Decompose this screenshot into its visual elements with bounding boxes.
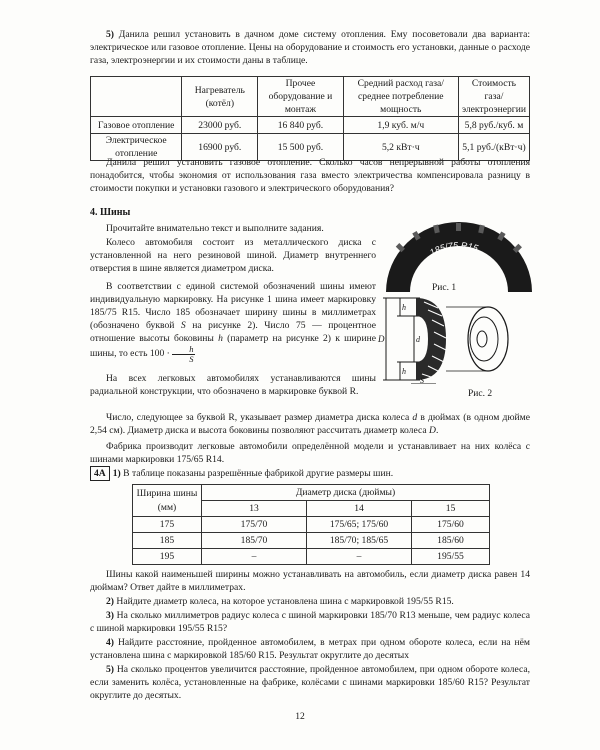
heating-cell: 16900 руб. xyxy=(182,134,258,161)
heating-cell: Электрическое отопление xyxy=(91,134,182,161)
heating-cell: 16 840 руб. xyxy=(258,117,344,134)
tire-table-cell: 185/70; 185/65 xyxy=(307,533,412,549)
tire-icon xyxy=(384,222,534,292)
heating-cell: 5,8 руб./куб. м xyxy=(458,117,529,134)
task4a-q4: 4) Найдите расстояние, пройденное автомобилем, в метрах при одном обороте колеса, если на нём установлена шина с маркировкой 185/60 R15. Результат округлите до десятых xyxy=(90,637,530,662)
task4a-q3: 3) На сколько миллиметров радиус колеса с шиной маркировки 185/70 R13 меньше, чем радиус колеса с шиной маркировки 195/55 R15? xyxy=(90,610,530,635)
label-h-bottom: h xyxy=(402,367,406,376)
section-wheel-description: Колесо автомобиля состоит из металлического диска с установленной на него резиновой шиной. Диаметр внутреннего отверстия в шине является диаметром диска. xyxy=(90,237,376,275)
section-factory-text: Фабрика производит легковые автомобили определённой модели и устанавливает на них колёса с шинами маркировки 175/65 R14. xyxy=(90,441,530,466)
task5-intro: 5) Данила решил установить в дачном доме систему отопления. Ему посоветовали два варианта: электрическое или газовое отопление. Цены на оборудование и стоимость его установки, данные о расходе газа, электроэнергии и их стоимости даны в таблице. xyxy=(90,29,530,67)
figure-1-caption: Рис. 1 xyxy=(432,283,457,293)
tire-table-cell: 185/70 xyxy=(202,533,307,549)
tire-sizes-table xyxy=(132,484,490,565)
tire-table-diameter: 13 xyxy=(202,501,307,517)
tire-table-cell: 175 xyxy=(133,517,202,533)
task4a-q5: 5) На сколько процентов увеличится расстояние, пройденное автомобилем, при одном обороте колеса, если заменить колёса, установленные на фабрике, колёсами с шинами маркировки 185/60 R15? Результат округлите до десятых. xyxy=(90,664,530,702)
heating-header-heater: Нагреватель (котёл) xyxy=(182,77,258,117)
tire-table-diameter: 15 xyxy=(412,501,490,517)
tire-figure-1 xyxy=(384,222,534,296)
task-tag: 4А xyxy=(90,466,110,481)
task4a-q2: 2) Найдите диаметр колеса, на которое установлена шина с маркировкой 195/55 R15. xyxy=(106,596,454,607)
tire-table-cell: 185 xyxy=(133,533,202,549)
tire-table-cell: 195 xyxy=(133,549,202,565)
section-marking-description: В соответствии с единой системой обозначений шины имеют индивидуальную маркировку. На рисунке 1 шина имеет маркировку 185/75 R15. Число 185 обозначает ширину шины в миллиметрах (обозначено буквой S на рисунке 2). Число 75 — процентное отношение высоты боковины h (параметр на рисунке 2) к ширине шины, то есть 100 · $\frac{h}{S}$ xyxy=(90,281,376,364)
tire-table-cell: 175/70 xyxy=(202,517,307,533)
tire-figure-2 xyxy=(376,294,526,388)
tire-table-cell: 175/60 xyxy=(412,517,490,533)
tire-cross-section-icon xyxy=(376,294,526,384)
tire-table-corner: Ширина шины (мм) xyxy=(133,485,202,517)
tire-table-cell: – xyxy=(307,549,412,565)
heating-cell: Газовое отопление xyxy=(91,117,182,134)
label-d: d xyxy=(416,335,420,344)
tire-table-cell: 175/65; 175/60 xyxy=(307,517,412,533)
tire-table-cell: 185/60 xyxy=(412,533,490,549)
fraction: $\frac{h}{S}$ xyxy=(172,345,194,363)
section-instructions: Прочитайте внимательно текст и выполните задания. xyxy=(106,223,324,234)
tire-table-cell: – xyxy=(202,549,307,565)
label-D: D xyxy=(378,334,385,344)
section-diameter-text: Число, следующее за буквой R, указывает размер диаметра диска колеса d в дюймах (в одном дюйме 2,54 см). Диаметр диска и высота боковины позволяют рассчитать диаметр колеса D. xyxy=(90,412,530,437)
task4a-intro: 4А 1) В таблице показаны разрешённые фабрикой другие размеры шин. xyxy=(90,466,530,481)
label-h-top: h xyxy=(402,303,406,312)
section-radial: На всех легковых автомобилях устанавливаются шины радиальной конструкции, что обозначено в маркировке буквой R. xyxy=(90,373,376,398)
section-title: 4. Шины xyxy=(90,207,131,218)
tire-marking-text: 185/75 R15 xyxy=(428,240,480,258)
tire-table-cell: 195/55 xyxy=(412,549,490,565)
heating-cell: 1,9 куб. м/ч xyxy=(343,117,458,134)
heating-cell: 23000 руб. xyxy=(182,117,258,134)
task5-question: Данила решил установить газовое отопление. Сколько часов непрерывной работы отопления понадобится, чтобы экономия от использования газа вместо электричества компенсировала разницу в стоимости покупки и установки газового и электрического оборудования? xyxy=(90,157,530,195)
heating-cell: 5,2 кВт·ч xyxy=(343,134,458,161)
label-S: S xyxy=(420,376,424,384)
task4a-q1: Шины какой наименьшей ширины можно устанавливать на автомобиль, если диаметр диска равен 14 дюймам? Ответ дайте в миллиметрах. xyxy=(90,569,530,594)
heating-cell: 15 500 руб. xyxy=(258,134,344,161)
tire-table-diameter: 14 xyxy=(307,501,412,517)
tire-table-group-header: Диаметр диска (дюймы) xyxy=(202,485,490,501)
page-number: 12 xyxy=(295,711,305,722)
heating-header-cost: Стоимость газа/ электроэнергии xyxy=(458,77,529,117)
heating-header-empty xyxy=(91,77,182,117)
heating-header-consumption: Средний расход газа/ среднее потребление мощность xyxy=(343,77,458,117)
figure-2-caption: Рис. 2 xyxy=(468,389,493,399)
heating-table xyxy=(90,76,530,161)
heating-header-equipment: Прочее оборудование и монтаж xyxy=(258,77,344,117)
heating-cell: 5,1 руб./(кВт·ч) xyxy=(458,134,529,161)
